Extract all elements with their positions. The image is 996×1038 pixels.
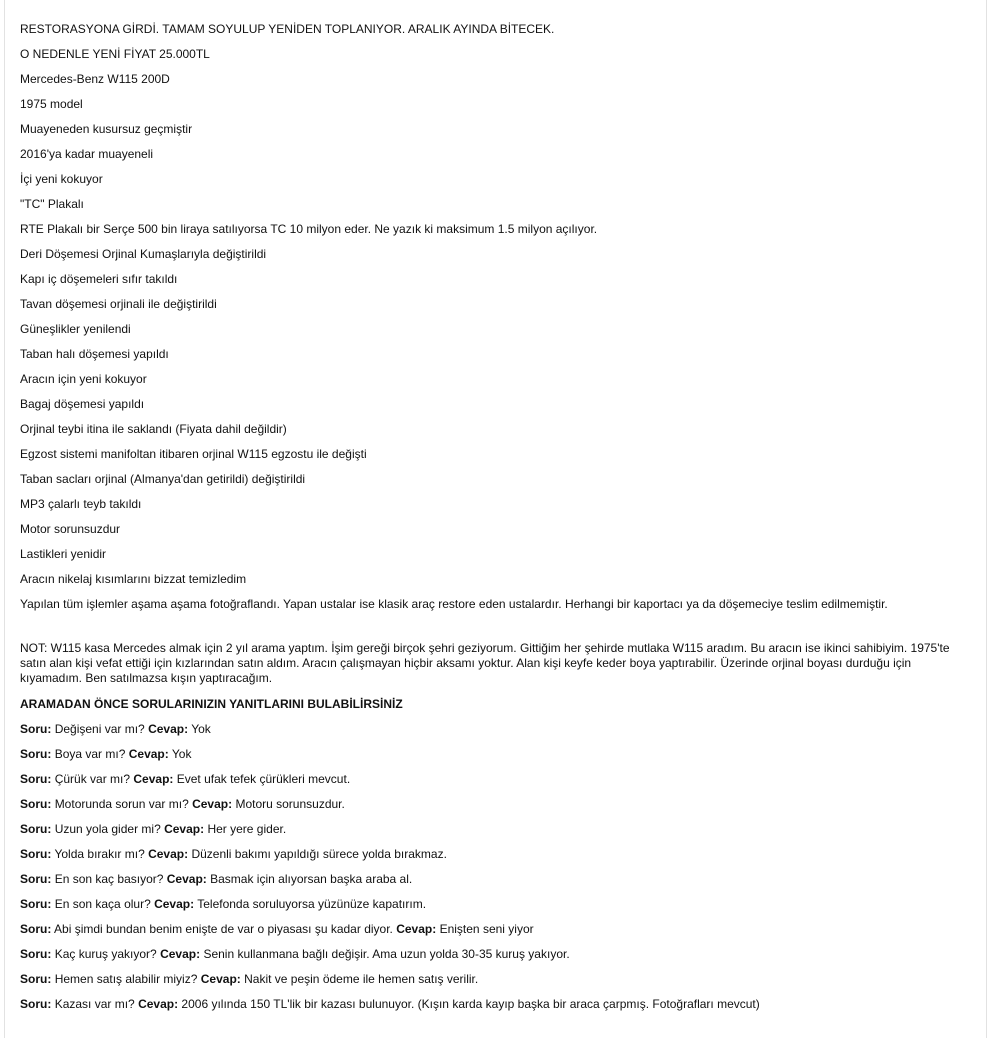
question-label: Soru:: [20, 772, 52, 786]
line-plate: "TC" Plakalı: [20, 197, 84, 211]
line-original-radio: Orjinal teybi itina ile saklandı (Fiyata dahil değildir): [20, 422, 287, 436]
answer-text: Her yere gider.: [207, 822, 287, 836]
question-label: Soru:: [20, 997, 52, 1011]
question-label: Soru:: [20, 797, 52, 811]
faq-item: [20, 922, 975, 947]
line-plate-joke: RTE Plakalı bir Serçe 500 bin liraya satılıyorsa TC 10 milyon eder. Ne yazık ki maksimum 1.5 milyon açılıyor.: [20, 222, 598, 236]
faq-item: [20, 797, 975, 822]
line-photographed: Yapılan tüm işlemler aşama aşama fotoğraflandı. Yapan ustalar ise klasik araç restore eden ustalardır. Herhangi bir kaportacı ya da döşemeciye teslim edilmemiştir.: [20, 597, 888, 611]
faq-item: [20, 822, 975, 847]
question-text: En son kaç basıyor?: [54, 872, 164, 886]
question-label: Soru:: [20, 747, 52, 761]
answer-text: Senin kullanmana bağlı değişir. Ama uzun yolda 30-35 kuruş yakıyor.: [203, 947, 570, 961]
answer-text: Enişten seni yiyor: [439, 922, 534, 936]
line-trunk-lining: Bagaj döşemesi yapıldı: [20, 397, 145, 411]
line-chrome: Aracın nikelaj kısımlarını bizzat temizledim: [20, 572, 247, 586]
line-inspection-date: 2016'ya kadar muayeneli: [20, 147, 154, 161]
faq-item: [20, 997, 975, 1022]
line-model-name: Mercedes-Benz W115 200D: [20, 72, 170, 86]
line-new-price: O NEDENLE YENİ FİYAT 25.000TL: [20, 47, 210, 61]
line-engine: Motor sorunsuzdur: [20, 522, 121, 536]
question-text: Boya var mı?: [54, 747, 126, 761]
question-text: Yolda bırakır mı?: [54, 847, 145, 861]
line-model-year: 1975 model: [20, 97, 83, 111]
answer-label: Cevap:: [148, 847, 189, 861]
line-seat-upholstery: Deri Döşemesi Orjinal Kumaşlarıyla değiştirildi: [20, 247, 267, 261]
answer-label: Cevap:: [192, 797, 233, 811]
question-label: Soru:: [20, 722, 52, 736]
question-label: Soru:: [20, 922, 52, 936]
question-text: Hemen satış alabilir miyiz?: [54, 972, 198, 986]
answer-text: Telefonda soruluyorsa yüzünüze kapatırım.: [197, 897, 427, 911]
faq-list: [20, 722, 975, 1022]
feature-list: [20, 22, 975, 622]
question-text: Kazası var mı?: [54, 997, 135, 1011]
line-floor-panels: Taban sacları orjinal (Almanya'dan getirildi) değiştirildi: [20, 472, 306, 486]
answer-label: Cevap:: [166, 872, 207, 886]
faq-heading: ARAMADAN ÖNCE SORULARINIZIN YANITLARINI BULABİLİRSİNİZ: [20, 697, 403, 711]
line-headliner: Tavan döşemesi orjinali ile değiştirildi: [20, 297, 217, 311]
line-tires: Lastikleri yenidir: [20, 547, 107, 561]
line-exhaust: Egzost sistemi manifoltan itibaren orjinal W115 egzostu ile değişti: [20, 447, 367, 461]
answer-label: Cevap:: [154, 897, 195, 911]
question-label: Soru:: [20, 822, 52, 836]
answer-text: Yok: [191, 722, 211, 736]
question-text: Çürük var mı?: [54, 772, 131, 786]
question-text: Kaç kuruş yakıyor?: [54, 947, 157, 961]
question-text: Değişeni var mı?: [54, 722, 145, 736]
line-restoration-status: RESTORASYONA GİRDİ. TAMAM SOYULUP YENİDEN TOPLANIYOR. ARALIK AYINDA BİTECEK.: [20, 22, 555, 36]
question-label: Soru:: [20, 847, 52, 861]
answer-label: Cevap:: [133, 772, 174, 786]
answer-text: Düzenli bakımı yapıldığı sürece yolda bırakmaz.: [191, 847, 447, 861]
faq-item: [20, 972, 975, 997]
line-new-smell: Aracın için yeni kokuyor: [20, 372, 147, 386]
question-text: Uzun yola gider mi?: [54, 822, 161, 836]
question-label: Soru:: [20, 897, 52, 911]
answer-text: Motoru sorunsuzdur.: [235, 797, 345, 811]
question-text: En son kaça olur?: [54, 897, 151, 911]
question-text: Motorunda sorun var mı?: [54, 797, 189, 811]
answer-text: Nakit ve peşin ödeme ile hemen satış verilir.: [244, 972, 479, 986]
faq-item: [20, 722, 975, 747]
answer-text: Evet ufak tefek çürükleri mevcut.: [176, 772, 351, 786]
answer-text: Basmak için alıyorsan başka araba al.: [210, 872, 413, 886]
line-inspection: Muayeneden kusursuz geçmiştir: [20, 122, 193, 136]
answer-label: Cevap:: [160, 947, 201, 961]
listing-description: [20, 22, 975, 1022]
line-mp3-player: MP3 çalarlı teyb takıldı: [20, 497, 142, 511]
faq-item: [20, 772, 975, 797]
answer-label: Cevap:: [396, 922, 437, 936]
line-floor-carpet: Taban halı döşemesi yapıldı: [20, 347, 169, 361]
faq-item: [20, 747, 975, 772]
answer-label: Cevap:: [148, 722, 189, 736]
faq-item: [20, 847, 975, 872]
faq-item: [20, 897, 975, 922]
seller-note: NOT: W115 kasa Mercedes almak için 2 yıl arama yaptım. İşim gereği birçok şehri geziyorum. Gittiğim her şehirde mutlaka W115 aradım. Bu aracın ise ikinci sahibiyim. 1975'te satın alan kişi vefat ettiği için kızlarından satın aldım. Aracın çalışmayan hiçbir aksamı yoktur. Alan kişi keyfe keder boya yaptırabilir. Üzerinde orjinal boyası durduğu için kıyamadım. Ben satılmazsa kışın yaptıracağım.: [20, 641, 950, 685]
line-sun-visors: Güneşlikler yenilendi: [20, 322, 131, 336]
question-text: Abi şimdi bundan benim enişte de var o piyasası şu kadar diyor.: [54, 922, 393, 936]
answer-label: Cevap:: [164, 822, 205, 836]
question-label: Soru:: [20, 872, 52, 886]
answer-label: Cevap:: [138, 997, 179, 1011]
answer-label: Cevap:: [200, 972, 241, 986]
faq-item: [20, 872, 975, 897]
line-door-panels: Kapı iç döşemeleri sıfır takıldı: [20, 272, 178, 286]
question-label: Soru:: [20, 947, 52, 961]
answer-text: 2006 yılında 150 TL'lik bir kazası bulunuyor. (Kışın karda kayıp başka bir araca çarpmış. Fotoğrafları mevcut): [181, 997, 760, 1011]
spacer: [20, 622, 975, 641]
question-label: Soru:: [20, 972, 52, 986]
line-interior-smell: İçi yeni kokuyor: [20, 172, 103, 186]
answer-label: Cevap:: [128, 747, 169, 761]
faq-item: [20, 947, 975, 972]
answer-text: Yok: [171, 747, 192, 761]
